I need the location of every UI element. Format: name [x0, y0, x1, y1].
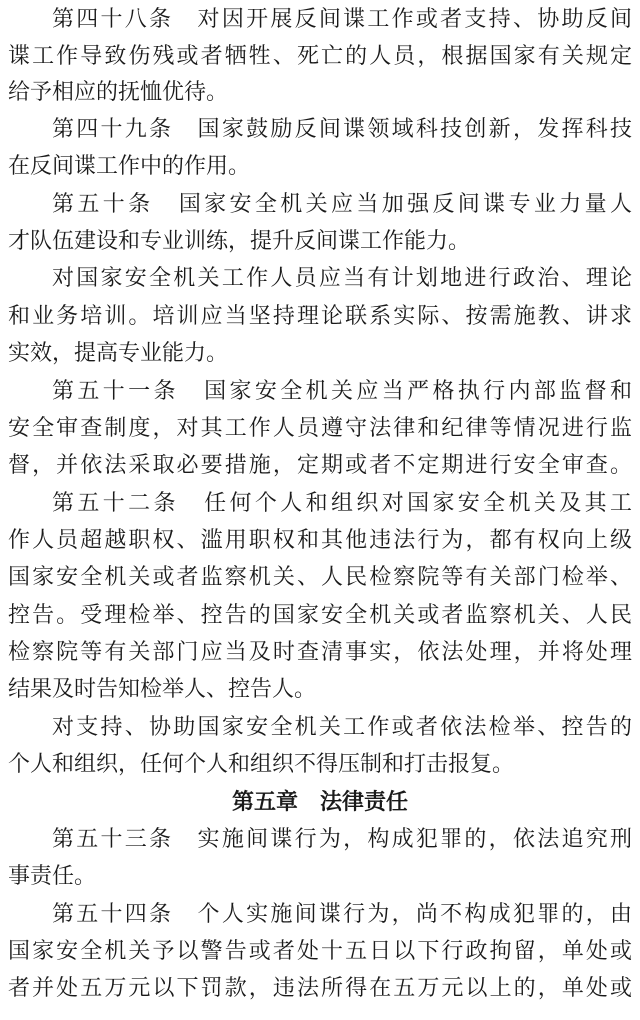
text-line: 结果及时告知检举人、控告人。: [8, 677, 317, 702]
text-line: 安全审查制度，对其工作人员遵守法律和纪律等情况进行监: [8, 416, 632, 441]
text-line: 实效，提高专业能力。: [8, 341, 229, 366]
text-line: 国家安全机关或者监察机关、人民检察院等有关部门检举、: [8, 565, 632, 590]
text-line: 和业务培训。培训应当坚持理论联系实际、按需施教、讲求: [8, 304, 632, 329]
text-line: 事责任。: [8, 864, 97, 889]
text-line: 作人员超越职权、滥用职权和其他违法行为，都有权向上级: [8, 528, 632, 553]
text-line: 检察院等有关部门应当及时查清事实，依法处理，并将处理: [8, 640, 632, 665]
chapter-heading: 第五章 法律责任: [231, 790, 408, 815]
text-line: 督，并依法采取必要措施，定期或者不定期进行安全审查。: [8, 453, 632, 478]
text-line: 对国家安全机关工作人员应当有计划地进行政治、理论: [52, 266, 632, 291]
text-line: 第五十一条 国家安全机关应当严格执行内部监督和: [52, 379, 632, 404]
text-line: 在反间谍工作中的作用。: [8, 154, 251, 179]
text-line: 控告。受理检举、控告的国家安全机关或者监察机关、人民: [8, 603, 632, 628]
text-line: 给予相应的抚恤优待。: [8, 80, 229, 105]
text-line: 对支持、协助国家安全机关工作或者依法检举、控告的: [52, 715, 632, 740]
text-line: 第五十四条 个人实施间谍行为，尚不构成犯罪的，由: [52, 902, 632, 927]
text-line: 第五十条 国家安全机关应当加强反间谍专业力量人: [52, 192, 632, 217]
text-line: 才队伍建设和专业训练，提升反间谍工作能力。: [8, 229, 471, 254]
text-line: 国家安全机关予以警告或者处十五日以下行政拘留，单处或: [8, 939, 632, 964]
text-line: 第五十三条 实施间谍行为，构成犯罪的，依法追究刑: [52, 827, 632, 852]
text-line: 谍工作导致伤残或者牺牲、死亡的人员，根据国家有关规定: [8, 44, 632, 69]
text-line: 第四十八条 对因开展反间谍工作或者支持、协助反间: [52, 7, 632, 32]
text-line: 第五十二条 任何个人和组织对国家安全机关及其工: [52, 491, 632, 516]
text-line: 第四十九条 国家鼓励反间谍领域科技创新，发挥科技: [52, 117, 632, 142]
text-line: 个人和组织，任何个人和组织不得压制和打击报复。: [8, 752, 515, 777]
text-line: 者并处五万元以下罚款，违法所得在五万元以上的，单处或: [8, 976, 632, 1001]
